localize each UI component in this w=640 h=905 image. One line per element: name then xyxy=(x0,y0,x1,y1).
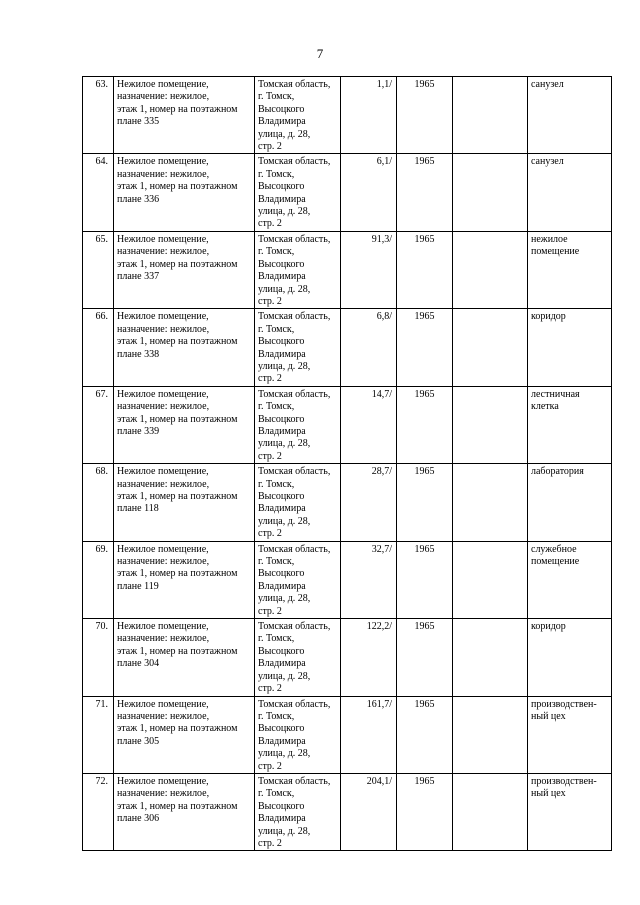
object-address-line: Высоцкого xyxy=(258,800,305,812)
object-name-line: назначение: нежилое, xyxy=(117,246,210,258)
object-purpose xyxy=(528,77,612,154)
object-address-line: Томская область, xyxy=(258,156,331,168)
object-name xyxy=(114,541,255,618)
object-purpose-line: производствен- xyxy=(531,775,597,787)
object-name xyxy=(114,386,255,463)
object-extra xyxy=(453,77,528,154)
object-extra xyxy=(453,464,528,541)
object-name xyxy=(114,77,255,154)
object-area: 6,8/ xyxy=(341,309,397,386)
object-year: 1965 xyxy=(397,386,453,463)
object-address-line: улица, д. 28, xyxy=(258,360,311,372)
object-address-line: улица, д. 28, xyxy=(258,128,311,140)
object-purpose xyxy=(528,541,612,618)
object-address-line: г. Томск, xyxy=(258,478,295,490)
object-name-line: плане 339 xyxy=(117,425,160,437)
object-area: 14,7/ xyxy=(341,386,397,463)
object-area: 122,2/ xyxy=(341,619,397,696)
row-number: 69. xyxy=(83,541,114,618)
object-name-line: плане 335 xyxy=(117,116,160,128)
object-purpose-line: помещение xyxy=(531,556,580,568)
object-address-line: г. Томск, xyxy=(258,168,295,180)
object-address-line: Томская область, xyxy=(258,233,331,245)
object-name-line: Нежилое помещение, xyxy=(117,233,209,245)
object-name xyxy=(114,154,255,231)
object-address-line: стр. 2 xyxy=(258,450,282,462)
object-name-line: плане 119 xyxy=(117,580,159,592)
object-name xyxy=(114,464,255,541)
row-number: 65. xyxy=(83,231,114,308)
object-year: 1965 xyxy=(397,619,453,696)
object-name-line: плане 337 xyxy=(117,271,160,283)
object-name-line: Нежилое помещение, xyxy=(117,388,209,400)
object-address-line: Томская область, xyxy=(258,621,331,633)
object-address-line: Томская область, xyxy=(258,311,331,323)
object-name-line: этаж 1, номер на поэтажном xyxy=(117,103,238,115)
object-address-line: Высоцкого xyxy=(258,491,305,502)
row-number: 63. xyxy=(83,77,114,154)
object-year: 1965 xyxy=(397,309,453,386)
table-row xyxy=(83,619,612,696)
object-purpose-line: санузел xyxy=(531,79,564,90)
object-address-line: стр. 2 xyxy=(258,837,282,849)
row-number: 68. xyxy=(83,464,114,541)
object-address-line: Томская область, xyxy=(258,388,331,400)
object-extra xyxy=(453,231,528,308)
object-address-line: улица, д. 28, xyxy=(258,283,311,295)
object-name-line: этаж 1, номер на поэтажном xyxy=(117,723,238,735)
object-address-line: стр. 2 xyxy=(258,760,282,772)
object-area: 6,1/ xyxy=(341,154,397,231)
object-purpose-line: лаборатория xyxy=(531,466,584,478)
table-row xyxy=(83,309,612,386)
object-address-line: г. Томск, xyxy=(258,246,295,258)
object-area: 161,7/ xyxy=(341,696,397,773)
object-purpose-line: коридор xyxy=(531,621,566,633)
object-address-line: Владимира xyxy=(258,503,306,515)
table-row xyxy=(83,154,612,231)
object-name-line: этаж 1, номер на поэтажном xyxy=(117,800,238,812)
object-address-line: Высоцкого xyxy=(258,723,305,735)
object-address-line: Владимира xyxy=(258,425,306,437)
object-area: 28,7/ xyxy=(341,464,397,541)
object-purpose xyxy=(528,231,612,308)
object-address-line: Высоцкого xyxy=(258,336,305,348)
object-name-line: назначение: нежилое, xyxy=(117,478,210,490)
object-purpose xyxy=(528,464,612,541)
object-name xyxy=(114,773,255,850)
row-number: 71. xyxy=(83,696,114,773)
object-address-line: г. Томск, xyxy=(258,788,295,800)
object-purpose-line: ный цех xyxy=(531,710,566,722)
object-address-line: Высоцкого xyxy=(258,103,305,115)
object-purpose-line: санузел xyxy=(531,156,564,168)
object-name-line: Нежилое помещение, xyxy=(117,311,209,323)
row-number: 64. xyxy=(83,154,114,231)
object-name-line: этаж 1, номер на поэтажном xyxy=(117,491,238,502)
table-row xyxy=(83,541,612,618)
object-year: 1965 xyxy=(397,541,453,618)
object-year: 1965 xyxy=(397,77,453,154)
object-address-line: улица, д. 28, xyxy=(258,438,311,450)
object-name-line: плане 118 xyxy=(117,503,159,515)
property-table xyxy=(82,76,612,851)
object-address-line: стр. 2 xyxy=(258,295,282,307)
object-name xyxy=(114,619,255,696)
object-name-line: назначение: нежилое, xyxy=(117,710,210,722)
object-address-line: Владимира xyxy=(258,193,306,205)
table-body xyxy=(83,77,612,851)
object-purpose xyxy=(528,386,612,463)
object-name-line: Нежилое помещение, xyxy=(117,621,209,633)
object-address-line: Высоцкого xyxy=(258,181,305,193)
object-address-line: стр. 2 xyxy=(258,141,282,153)
object-name-line: Нежилое помещение, xyxy=(117,466,209,478)
object-area: 204,1/ xyxy=(341,773,397,850)
object-address-line: Владимира xyxy=(258,658,306,670)
object-name-line: плане 336 xyxy=(117,193,160,205)
object-address xyxy=(255,309,341,386)
object-address-line: Томская область, xyxy=(258,543,331,555)
object-name-line: этаж 1, номер на поэтажном xyxy=(117,413,238,425)
object-name-line: назначение: нежилое, xyxy=(117,168,210,180)
object-name-line: этаж 1, номер на поэтажном xyxy=(117,645,238,657)
object-name xyxy=(114,309,255,386)
object-address-line: улица, д. 28, xyxy=(258,748,311,760)
object-name-line: плане 338 xyxy=(117,348,160,360)
page-number: 7 xyxy=(316,46,324,61)
object-name-line: плане 305 xyxy=(117,735,160,747)
object-extra xyxy=(453,309,528,386)
object-year: 1965 xyxy=(397,773,453,850)
object-year: 1965 xyxy=(397,696,453,773)
object-address-line: улица, д. 28, xyxy=(258,593,311,605)
object-purpose-line: служебное xyxy=(531,543,577,555)
object-name-line: назначение: нежилое, xyxy=(117,91,210,103)
object-purpose xyxy=(528,154,612,231)
object-address xyxy=(255,464,341,541)
object-area: 91,3/ xyxy=(341,231,397,308)
table-row xyxy=(83,696,612,773)
object-address xyxy=(255,541,341,618)
object-name-line: плане 306 xyxy=(117,813,160,825)
object-name-line: назначение: нежилое, xyxy=(117,788,210,800)
object-address-line: Томская область, xyxy=(258,79,331,90)
object-year: 1965 xyxy=(397,231,453,308)
row-number: 70. xyxy=(83,619,114,696)
object-address-line: Томская область, xyxy=(258,698,331,710)
table-row xyxy=(83,77,612,154)
object-address-line: г. Томск, xyxy=(258,323,295,335)
object-address-line: г. Томск, xyxy=(258,633,295,645)
object-address-line: г. Томск, xyxy=(258,91,295,103)
object-address xyxy=(255,619,341,696)
object-purpose xyxy=(528,309,612,386)
object-address-line: улица, д. 28, xyxy=(258,825,311,837)
object-purpose xyxy=(528,773,612,850)
object-address-line: улица, д. 28, xyxy=(258,670,311,682)
object-address-line: стр. 2 xyxy=(258,373,282,385)
object-address xyxy=(255,386,341,463)
object-address-line: Владимира xyxy=(258,271,306,283)
object-address-line: Владимира xyxy=(258,116,306,128)
object-purpose-line: клетка xyxy=(531,401,559,413)
object-address-line: Высоцкого xyxy=(258,645,305,657)
object-purpose-line: помещение xyxy=(531,246,580,258)
object-name-line: этаж 1, номер на поэтажном xyxy=(117,258,238,270)
object-name-line: этаж 1, номер на поэтажном xyxy=(117,181,238,193)
object-name-line: этаж 1, номер на поэтажном xyxy=(117,568,238,580)
object-address-line: Высоцкого xyxy=(258,258,305,270)
object-year: 1965 xyxy=(397,154,453,231)
object-address-line: г. Томск, xyxy=(258,556,295,568)
object-name-line: Нежилое помещение, xyxy=(117,156,209,168)
object-name xyxy=(114,231,255,308)
object-address-line: Владимира xyxy=(258,735,306,747)
object-purpose-line: нежилое xyxy=(531,233,568,245)
row-number: 66. xyxy=(83,309,114,386)
object-address-line: г. Томск, xyxy=(258,710,295,722)
object-address-line: улица, д. 28, xyxy=(258,515,311,527)
object-extra xyxy=(453,541,528,618)
object-address-line: Владимира xyxy=(258,813,306,825)
object-purpose xyxy=(528,619,612,696)
object-name-line: плане 304 xyxy=(117,658,160,670)
object-area: 1,1/ xyxy=(341,77,397,154)
object-extra xyxy=(453,154,528,231)
object-address xyxy=(255,773,341,850)
object-name-line: Нежилое помещение, xyxy=(117,698,209,710)
object-purpose xyxy=(528,696,612,773)
object-address-line: улица, д. 28, xyxy=(258,206,311,218)
object-address xyxy=(255,231,341,308)
object-address-line: стр. 2 xyxy=(258,528,282,540)
object-address xyxy=(255,77,341,154)
object-address-line: Высоцкого xyxy=(258,413,305,425)
object-address-line: стр. 2 xyxy=(258,218,282,230)
table-row xyxy=(83,231,612,308)
object-name-line: Нежилое помещение, xyxy=(117,775,209,787)
object-extra xyxy=(453,773,528,850)
table-row xyxy=(83,386,612,463)
object-name-line: назначение: нежилое, xyxy=(117,323,210,335)
object-name-line: Нежилое помещение, xyxy=(117,543,209,555)
object-area: 32,7/ xyxy=(341,541,397,618)
object-name-line: назначение: нежилое, xyxy=(117,633,210,645)
row-number: 67. xyxy=(83,386,114,463)
object-purpose-line: лестничная xyxy=(531,388,580,400)
object-address-line: Томская область, xyxy=(258,466,331,478)
object-address-line: Владимира xyxy=(258,580,306,592)
object-year: 1965 xyxy=(397,464,453,541)
object-purpose-line: производствен- xyxy=(531,698,597,710)
object-extra xyxy=(453,386,528,463)
object-name-line: назначение: нежилое, xyxy=(117,556,210,568)
object-address-line: стр. 2 xyxy=(258,605,282,617)
object-name xyxy=(114,696,255,773)
object-address-line: Владимира xyxy=(258,348,306,360)
object-name-line: назначение: нежилое, xyxy=(117,401,210,413)
object-address-line: Высоцкого xyxy=(258,568,305,580)
object-purpose-line: коридор xyxy=(531,311,566,323)
object-name-line: Нежилое помещение, xyxy=(117,79,209,90)
object-name-line: этаж 1, номер на поэтажном xyxy=(117,336,238,348)
object-extra xyxy=(453,619,528,696)
object-address xyxy=(255,154,341,231)
object-address xyxy=(255,696,341,773)
table-row xyxy=(83,464,612,541)
object-extra xyxy=(453,696,528,773)
object-address-line: Томская область, xyxy=(258,775,331,787)
row-number: 72. xyxy=(83,773,114,850)
object-address-line: г. Томск, xyxy=(258,401,295,413)
table-row xyxy=(83,773,612,850)
object-address-line: стр. 2 xyxy=(258,683,282,695)
object-purpose-line: ный цех xyxy=(531,788,566,800)
